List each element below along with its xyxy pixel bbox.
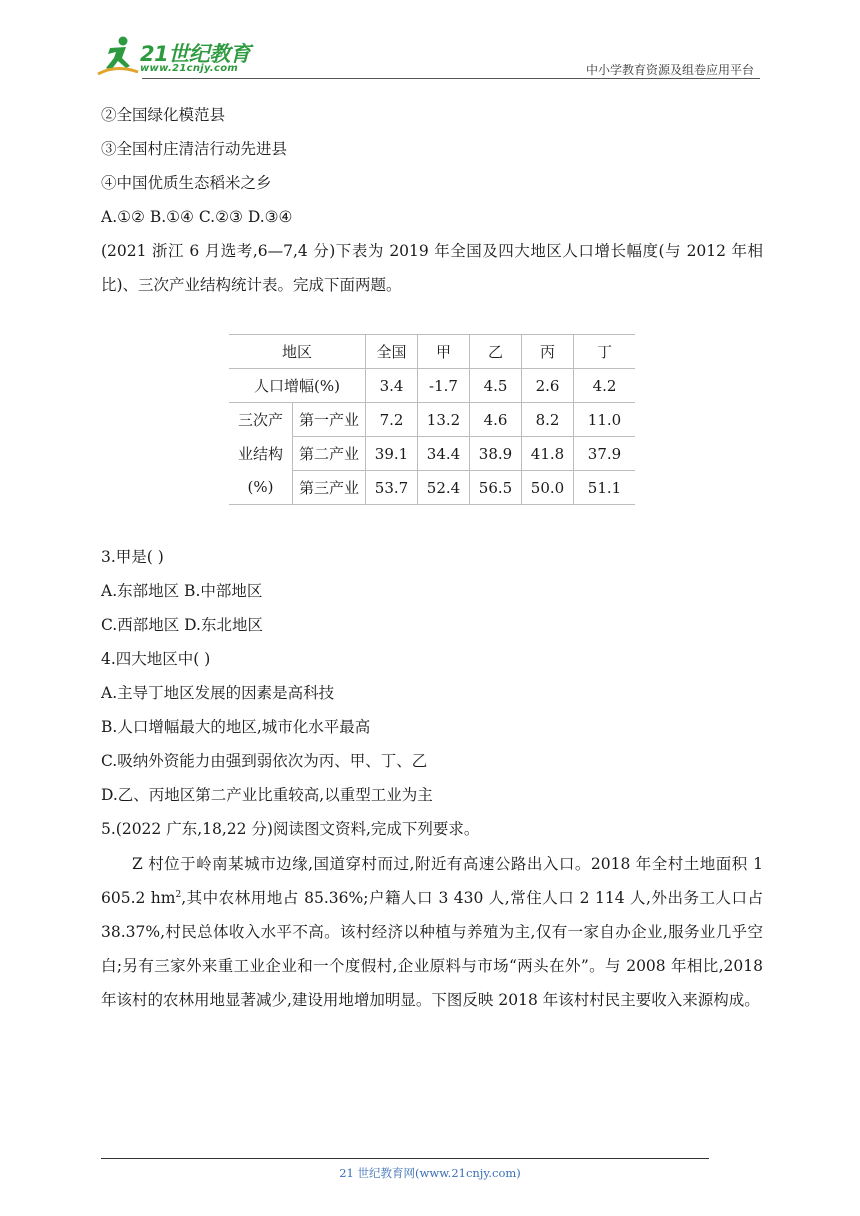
table-cell: 51.1	[574, 471, 636, 505]
question-4-option-a: A.主导丁地区发展的因素是高科技	[101, 684, 335, 702]
logo-text: 21世纪教育	[140, 42, 251, 66]
header-divider	[142, 78, 760, 79]
table-header-cell: 丁	[574, 335, 636, 369]
row-label: 人口增幅(%)	[229, 369, 366, 403]
table-header-cell: 乙	[470, 335, 522, 369]
question-3-options-cd: C.西部地区 D.东北地区	[101, 616, 263, 634]
passage-text: ,其中农林用地占 85.36%;户籍人口 3 430 人,常住人口 2 114 人,外出务工人口占 38.37%,村民总体收入水平不高。该村经济以种植与养殖为主,仅有一家自办企业,服务业几乎空白;另有三家外来重工业企业和一个度假村,企业原料与市场“两头在外”。与 2008 年相比,2018 年该村的农林用地显著减少,建设用地增加明显。下图反映 2018 年该村村民主要收入来源构成。	[101, 889, 763, 1009]
table-cell: 11.0	[574, 403, 636, 437]
option-line-2: ②全国绿化模范县	[101, 106, 226, 124]
table-header-cell: 丙	[522, 335, 574, 369]
table-cell: 4.2	[574, 369, 636, 403]
group-label: (%)	[229, 471, 293, 505]
table-cell: 41.8	[522, 437, 574, 471]
question-4-option-b: B.人口增幅最大的地区,城市化水平最高	[101, 718, 371, 736]
question-intro-text: 下表为 2019 年全国及四大地区人口增长幅度(与 2012 年相比)、三次产业结构统计表。完成下面两题。	[101, 242, 763, 294]
table-header-cell: 全国	[366, 335, 418, 369]
question-5-stem: 5.(2022 广东,18,22 分)阅读图文资料,完成下列要求。	[101, 820, 480, 838]
table-cell: 8.2	[522, 403, 574, 437]
question-intro	[101, 234, 763, 302]
page-header	[96, 34, 760, 80]
table-cell: 7.2	[366, 403, 418, 437]
footer-link[interactable]: 21 世纪教育网(www.21cnjy.com)	[339, 1166, 521, 1180]
group-label: 业结构	[229, 437, 293, 471]
logo-url: www.21cnjy.com	[140, 63, 239, 74]
running-figure-icon	[96, 34, 140, 78]
table-cell: 56.5	[470, 471, 522, 505]
question-3-options-ab: A.东部地区 B.中部地区	[101, 582, 263, 600]
table-row	[229, 369, 635, 403]
table-cell: 4.6	[470, 403, 522, 437]
table-cell: 2.6	[522, 369, 574, 403]
table-cell: 13.2	[418, 403, 470, 437]
table-cell: 3.4	[366, 369, 418, 403]
table-cell: 4.5	[470, 369, 522, 403]
table-cell: 37.9	[574, 437, 636, 471]
passage-text: Z 村位于岭南某城市边缘,国道穿村而过,附近有高速公路出入口。2018 年全村土地面积 1 605.2 hm	[101, 855, 763, 907]
group-label: 三次产	[229, 403, 293, 437]
table-header-cell: 甲	[418, 335, 470, 369]
question-source: (2021 浙江 6 月选考,6—7,4 分)	[101, 242, 336, 260]
table-row	[229, 403, 635, 437]
passage-superscript: 2	[175, 889, 182, 900]
question-5-passage	[101, 847, 763, 1017]
statistics-table	[229, 334, 635, 505]
option-line-4: ④中国优质生态稻米之乡	[101, 174, 272, 192]
table-cell: -1.7	[418, 369, 470, 403]
table-cell: 34.4	[418, 437, 470, 471]
table-cell: 53.7	[366, 471, 418, 505]
table-cell: 52.4	[418, 471, 470, 505]
row-label: 第一产业	[293, 403, 366, 437]
table-row	[229, 471, 635, 505]
answer-choices: A.①② B.①④ C.②③ D.③④	[101, 208, 293, 226]
header-tagline: 中小学教育资源及组卷应用平台	[585, 63, 754, 77]
question-4-stem: 4.四大地区中( )	[101, 650, 211, 668]
row-label: 第三产业	[293, 471, 366, 505]
question-4-option-d: D.乙、丙地区第二产业比重较高,以重型工业为主	[101, 786, 433, 804]
table-cell: 39.1	[366, 437, 418, 471]
table-row	[229, 437, 635, 471]
table-cell: 50.0	[522, 471, 574, 505]
question-4-option-c: C.吸纳外资能力由强到弱依次为丙、甲、丁、乙	[101, 752, 428, 770]
table-header-cell: 地区	[229, 335, 366, 369]
table-header-row	[229, 335, 635, 369]
option-line-3: ③全国村庄清洁行动先进县	[101, 140, 288, 158]
question-3-stem: 3.甲是( )	[101, 548, 164, 566]
table-cell: 38.9	[470, 437, 522, 471]
row-label: 第二产业	[293, 437, 366, 471]
footer-divider	[101, 1158, 709, 1159]
site-logo[interactable]	[96, 34, 266, 78]
